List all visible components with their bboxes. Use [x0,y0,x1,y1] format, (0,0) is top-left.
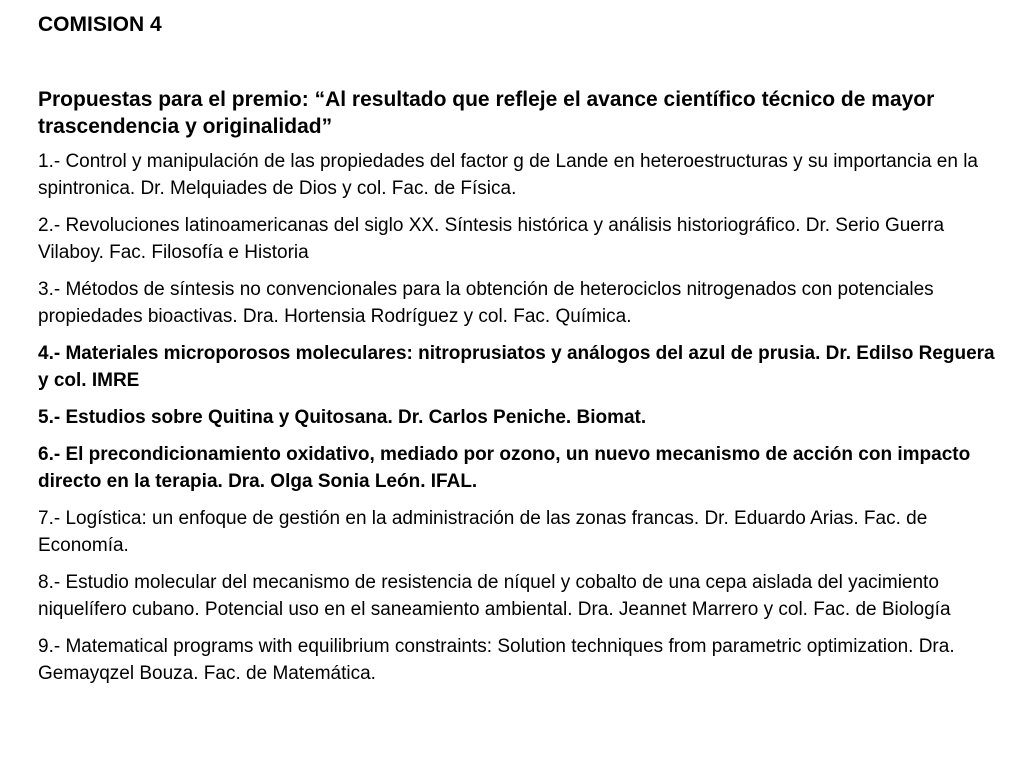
proposal-item-8: 8.- Estudio molecular del mecanismo de resistencia de níquel y cobalto de una cepa aislada del yacimiento niquelífero cubano. Potencial uso en el saneamiento ambiental. Dra. Jeannet Marrero y col. Fac. de Biología [38,572,951,620]
proposal-item-1: 1.- Control y manipulación de las propiedades del factor g de Lande en heteroestructuras y su importancia en la spintronica. Dr. Melquiades de Dios y col. Fac. de Física. [38,151,978,199]
proposal-list [38,148,998,687]
award-proposals-title: Propuestas para el premio: “Al resultado que refleje el avance científico técnico de mayor trascendencia y originalidad” [38,88,935,138]
proposal-item-7: 7.- Logística: un enfoque de gestión en la administración de las zonas francas. Dr. Eduardo Arias. Fac. de Economía. [38,508,928,556]
proposal-item-5: 5.- Estudios sobre Quitina y Quitosana. Dr. Carlos Peniche. Biomat. [38,407,647,428]
proposal-item-9: 9.- Matematical programs with equilibrium constraints: Solution techniques from parametric optimization. Dra. Gemayqzel Bouza. Fac. de Matemática. [38,636,955,684]
slide-content [38,12,998,697]
proposal-item-2: 2.- Revoluciones latinoamericanas del siglo XX. Síntesis histórica y análisis historiográfico. Dr. Serio Guerra Vilaboy. Fac. Filosofía e Historia [38,215,945,263]
proposal-item-4: 4.- Materiales microporosos moleculares: nitroprusiatos y análogos del azul de prusia. Dr. Edilso Reguera y col. IMRE [38,343,995,391]
commission-heading: COMISION 4 [38,13,162,36]
proposal-item-3: 3.- Métodos de síntesis no convencionales para la obtención de heterociclos nitrogenados con potenciales propiedades bioactivas. Dra. Hortensia Rodríguez y col. Fac. Química. [38,279,934,327]
proposal-item-6: 6.- El precondicionamiento oxidativo, mediado por ozono, un nuevo mecanismo de acción con impacto directo en la terapia. Dra. Olga Sonia León. IFAL. [38,444,971,492]
